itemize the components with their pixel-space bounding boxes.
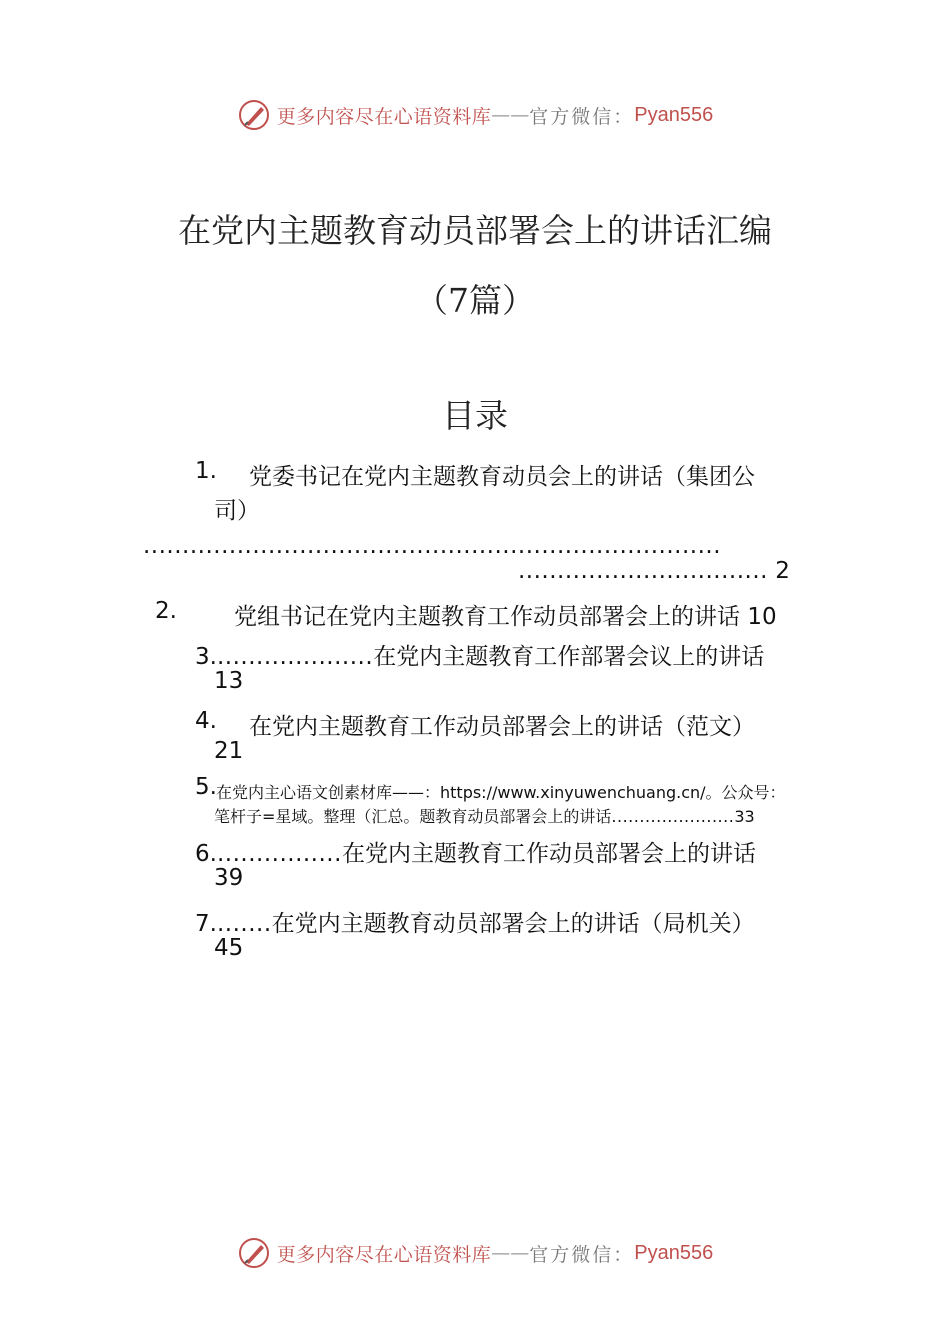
- toc-item-7[interactable]: [195, 905, 755, 938]
- toc-item-1-leader: ..........................................................................: [143, 533, 722, 559]
- toc-item-4-num: 4.: [195, 708, 217, 734]
- toc-item-1-title[interactable]: 党委书记在党内主题教育动员会上的讲话（集团公: [249, 464, 755, 490]
- banner-text: 更多内容尽在心语资料库: [276, 105, 492, 128]
- banner-dash: ——: [491, 104, 530, 126]
- toc-item-6-page: 39: [214, 865, 244, 891]
- quill-logo-icon: [237, 1236, 271, 1270]
- toc-item-6-num: 6.: [195, 841, 217, 867]
- toc-item-5-leader: ......................: [611, 807, 735, 826]
- document-title: 在党内主题教育动员部署会上的讲话汇编: [178, 211, 772, 250]
- toc-item-7-page: 45: [214, 935, 244, 961]
- toc-heading: 目录: [442, 396, 508, 435]
- toc-item-6-leader: ................: [216, 841, 342, 867]
- banner-wechat-label: 官方微信：: [529, 1243, 635, 1266]
- toc-item-1-leader-2: ................................ 2: [518, 558, 790, 584]
- banner-wechat-label: 官方微信：: [529, 105, 635, 128]
- header-banner: [0, 95, 950, 135]
- toc-item-5-cont[interactable]: [214, 804, 755, 827]
- banner-dash: ——: [491, 1242, 530, 1264]
- footer-banner: [0, 1233, 950, 1273]
- document-subtitle: （7篇）: [415, 281, 535, 320]
- toc-item-6-title: 在党内主题教育工作动员部署会上的讲话: [341, 841, 756, 867]
- toc-item-3-leader: ....................: [216, 644, 374, 670]
- toc-item-1-num: 1.: [195, 458, 217, 484]
- toc-item-5-title-cont: 笔杆子=星域。整理（汇总。题教育动员部署会上的讲话: [214, 807, 612, 826]
- toc-item-5-page: 33: [734, 807, 755, 826]
- toc-item-2-title: 党组书记在党内主题教育工作动员部署会上的讲话: [234, 604, 740, 630]
- toc-item-5-num: 5.: [195, 774, 217, 800]
- banner-text: 更多内容尽在心语资料库: [276, 1243, 492, 1266]
- toc-item-1-page: 2: [775, 558, 790, 584]
- toc-item-3[interactable]: [195, 638, 764, 671]
- toc-item-4-page: 21: [214, 738, 244, 764]
- toc-item-7-num: 7.: [195, 911, 217, 937]
- toc-item-3-num: 3.: [195, 644, 217, 670]
- toc-item-5-title[interactable]: 在党内主心语文创素材库——：https://www.xinyuwenchuang.cn/。公众号：: [216, 783, 786, 802]
- toc-item-7-leader: .......: [216, 911, 272, 937]
- toc-item-3-title: 在党内主题教育工作部署会议上的讲话: [373, 644, 765, 670]
- toc-item-4-title[interactable]: 在党内主题教育工作动员部署会上的讲话（范文）: [249, 714, 755, 740]
- toc-item-2[interactable]: [234, 598, 777, 631]
- toc-item-7-title: 在党内主题教育动员部署会上的讲话（局机关）: [271, 911, 755, 937]
- banner-wechat-id: Pyan556: [634, 103, 714, 126]
- toc-item-1-title-cont[interactable]: 司）: [214, 498, 260, 524]
- banner-wechat-id: Pyan556: [634, 1241, 714, 1264]
- toc-item-2-page: 10: [747, 604, 777, 630]
- quill-logo-icon: [237, 98, 271, 132]
- toc-item-2-num: 2.: [155, 598, 177, 624]
- toc-item-6[interactable]: [195, 835, 756, 868]
- toc-item-3-page: 13: [214, 668, 244, 694]
